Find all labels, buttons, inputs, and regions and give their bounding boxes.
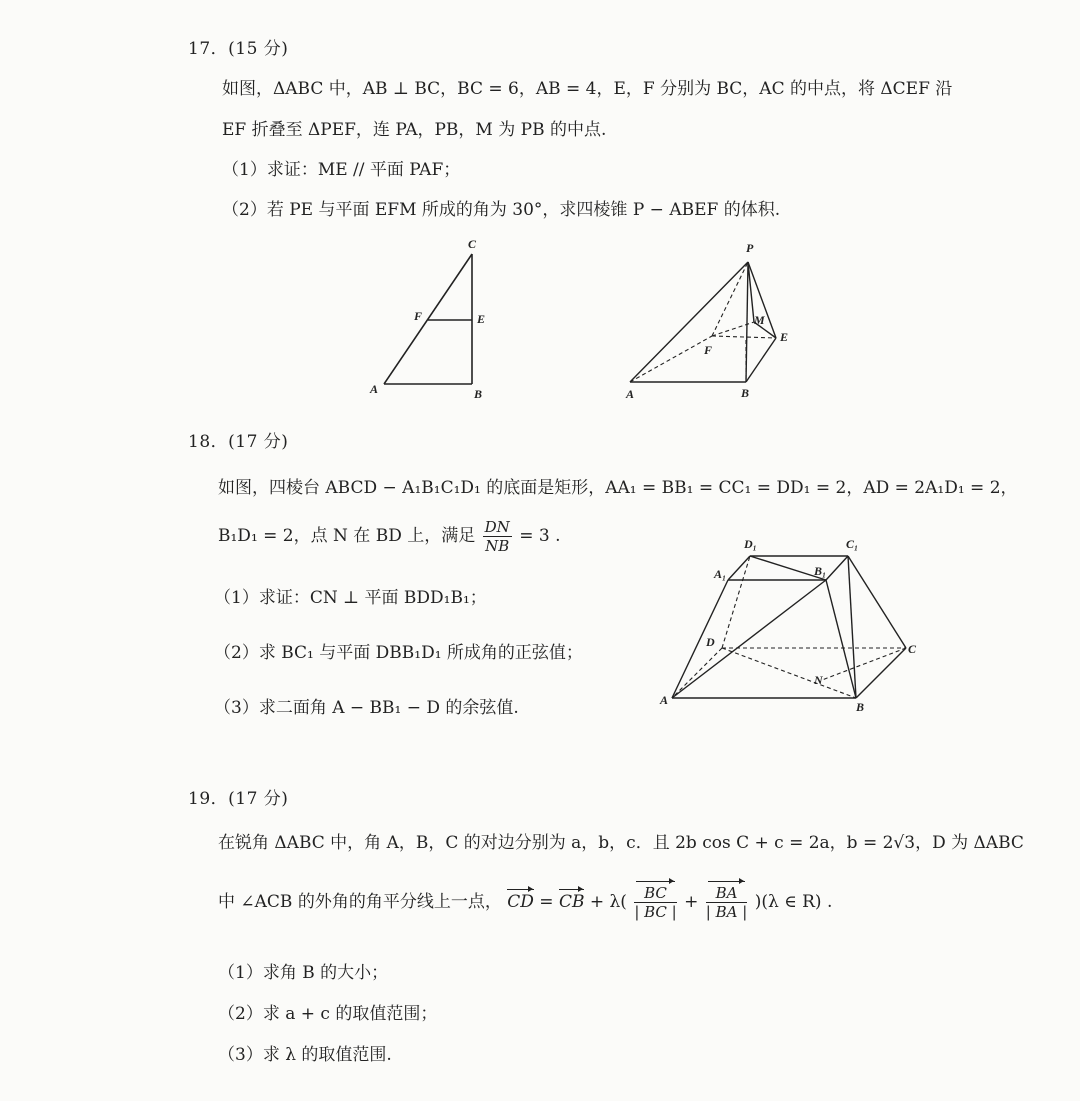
q19-line2-pre: 中 ∠ACB 的外角的角平分线上一点，: [218, 892, 502, 912]
fig1-label-C: C: [468, 237, 477, 251]
fig1-label-A: A: [370, 382, 379, 396]
fig2-label-P: P: [746, 241, 754, 255]
fig18-label-A: A: [660, 693, 669, 707]
q19-frac1-den: | BC |: [634, 903, 677, 921]
fig2-label-F: F: [704, 343, 713, 357]
fig18-label-B: B: [856, 700, 865, 714]
q19-line2-post: )(λ ∈ R) .: [754, 892, 833, 912]
q19-line1: 在锐角 ΔABC 中，角 A，B，C 的对边分别为 a，b，c．且 2b cos C + c = 2a，b = 2√3，D 为 ΔABC: [218, 833, 1024, 853]
fig1-label-F: F: [414, 309, 423, 323]
q19-header: 19．(17 分): [188, 789, 289, 809]
q19-frac1-num: BC: [636, 884, 674, 902]
q18-line1: 如图，四棱台 ABCD − A₁B₁C₁D₁ 的底面是矩形，AA₁ = BB₁ = CC₁ = DD₁ = 2，AD = 2A₁D₁ = 2，: [218, 478, 1018, 498]
fig2-label-B: B: [741, 386, 750, 400]
q18-line2-pre: B₁D₁ = 2，点 N 在 BD 上，满足: [218, 526, 476, 546]
fig18-label-C1: C₁: [846, 537, 859, 551]
q17-part2: （2）若 PE 与平面 EFM 所成的角为 30°，求四棱锥 P − ABEF 的体积.: [222, 200, 781, 220]
q17-line1: 如图，ΔABC 中，AB ⊥ BC，BC = 6，AB = 4，E，F 分别为 BC，AC 的中点，将 ΔCEF 沿: [222, 79, 953, 99]
q18-line2: [218, 518, 560, 555]
fig2-label-E: E: [780, 330, 789, 344]
q18-figure-frustum: [650, 530, 930, 720]
fig18-label-N: N: [814, 673, 823, 687]
q18-part1: （1）求证：CN ⊥ 平面 BDD₁B₁；: [214, 588, 487, 608]
q18-header: 18．(17 分): [188, 432, 289, 452]
q17-figure-pyramid: [618, 232, 798, 404]
q19-part2: （2）求 a + c 的取值范围；: [218, 1004, 438, 1024]
fig18-label-A1: A₁: [714, 567, 727, 581]
q19-plus: +: [684, 892, 699, 912]
fig18-label-B1: B₁: [814, 564, 827, 578]
q17-figure-triangle: [360, 232, 500, 404]
q19-part3: （3）求 λ 的取值范围.: [218, 1045, 392, 1065]
fig18-label-C: C: [908, 642, 917, 656]
fig1-label-E: E: [477, 312, 486, 326]
q18-line2-post: = 3 .: [519, 526, 561, 546]
fig2-label-M: M: [754, 313, 765, 327]
q18-frac-den: NB: [485, 537, 510, 555]
q19-line2: [218, 884, 832, 921]
q17-line2: EF 折叠至 ΔPEF，连 PA，PB，M 为 PB 的中点.: [222, 120, 607, 140]
q19-vector-CD: CD: [507, 892, 534, 912]
q18-part2: （2）求 BC₁ 与平面 DBB₁D₁ 所成角的正弦值；: [214, 643, 583, 663]
q19-eq: =: [539, 892, 554, 912]
q19-frac2-den: | BA |: [705, 903, 748, 921]
q19-fraction-1: [634, 884, 676, 921]
q17-part1: （1）求证：ME // 平面 PAF；: [222, 160, 461, 180]
fig18-label-D1: D₁: [744, 537, 757, 551]
q19-part1: （1）求角 B 的大小；: [218, 963, 389, 983]
fig2-label-A: A: [626, 387, 635, 401]
q19-fraction-2: [706, 884, 748, 921]
q18-fraction: [483, 518, 512, 555]
fig18-label-D: D: [706, 635, 715, 649]
q18-part3: （3）求二面角 A − BB₁ − D 的余弦值.: [214, 698, 519, 718]
q19-vector-CB: CB: [558, 892, 585, 912]
q19-plus-lambda: + λ(: [589, 892, 627, 912]
q17-header: 17．(15 分): [188, 39, 289, 59]
q19-frac2-num: BA: [708, 884, 746, 902]
fig1-label-B: B: [474, 387, 483, 401]
q18-frac-num: DN: [484, 518, 510, 536]
